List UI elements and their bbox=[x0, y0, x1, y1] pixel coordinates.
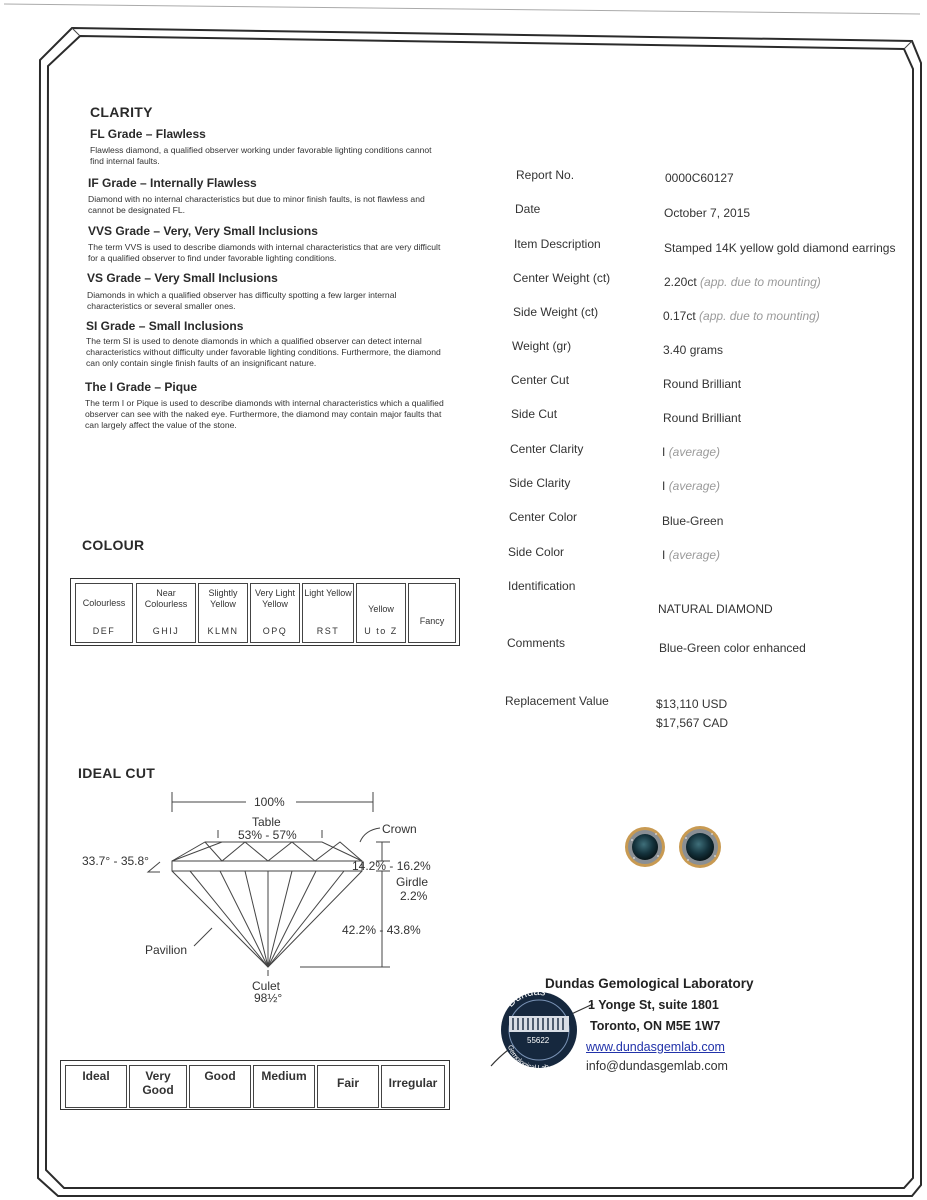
comments-value: Blue-Green color enhanced bbox=[659, 641, 806, 655]
report-label: Date bbox=[515, 202, 541, 216]
report-value: October 7, 2015 bbox=[664, 206, 751, 220]
report-label: Center Color bbox=[509, 510, 578, 524]
clarity-grade-heading: The I Grade – Pique bbox=[85, 380, 198, 394]
comments-label: Comments bbox=[507, 636, 566, 650]
lab-address-line1: 1 Yonge St, suite 1801 bbox=[588, 998, 719, 1012]
clarity-grade-desc: Diamonds in which a qualified observer has difficulty spotting a few larger internal characteristics or several smaller ones. bbox=[87, 290, 397, 311]
cut-scale-cell: Good bbox=[189, 1065, 251, 1108]
report-value: 0000C60127 bbox=[665, 171, 734, 185]
diamond-proportion-diagram bbox=[60, 780, 460, 1010]
diagram-label-crown: Crown bbox=[382, 822, 417, 836]
colour-cell bbox=[250, 583, 300, 643]
colour-cell bbox=[136, 583, 196, 643]
lab-address-line2: Toronto, ON M5E 1W7 bbox=[590, 1019, 721, 1033]
colour-cell-label: Yellow bbox=[368, 604, 394, 614]
colour-cell bbox=[408, 583, 456, 643]
clarity-grade-desc: The term I or Pique is used to describe diamonds with internal characteristics which a qualified observer can see with the naked eye. Furthermore, the diamond may contain major faults that can largely affect the value of the stone. bbox=[85, 398, 444, 430]
report-label: Side Weight (ct) bbox=[513, 305, 599, 319]
diagram-label-crown-height: 14.2% - 16.2% bbox=[352, 859, 431, 873]
colour-cell-grades: GHIJ bbox=[152, 626, 180, 636]
colour-cell-grades: OPQ bbox=[262, 626, 288, 636]
colour-cell-grades: DEF bbox=[92, 626, 116, 636]
colour-cell-label: Slightly Yellow bbox=[208, 588, 238, 609]
identification-value: NATURAL DIAMOND bbox=[658, 602, 773, 616]
report-label: Side Color bbox=[508, 545, 565, 559]
clarity-grade-heading: VVS Grade – Very, Very Small Inclusions bbox=[88, 224, 318, 238]
report-value: I (average) bbox=[662, 445, 721, 459]
lab-name: Dundas Gemological Laboratory bbox=[545, 976, 754, 991]
report-value: Round Brilliant bbox=[663, 411, 742, 425]
lab-seal-logo bbox=[485, 980, 595, 1080]
colour-cell-label: Fancy bbox=[419, 616, 445, 626]
diagram-label-pavilion: Pavilion bbox=[145, 943, 188, 957]
ideal-cut-title: IDEAL CUT bbox=[78, 765, 156, 781]
cut-scale-cell: Ideal bbox=[65, 1065, 127, 1108]
report-label: Side Clarity bbox=[509, 476, 571, 490]
report-label: Center Clarity bbox=[510, 442, 584, 456]
colour-cell-label: Near Colourless bbox=[144, 588, 188, 609]
cut-scale-cell: Irregular bbox=[381, 1065, 445, 1108]
report-value: 0.17ct (app. due to mounting) bbox=[663, 309, 820, 323]
clarity-grade-desc: The term SI is used to denote diamonds in which a qualified observer can detect internal characteristics without difficulty under favorable lighting conditions. Furthermore, the diamond can only contain single finish faults of an insignificant nature. bbox=[86, 336, 441, 368]
cut-scale-cell: Very Good bbox=[129, 1065, 187, 1108]
clarity-grade-desc: Flawless diamond, a qualified observer working under favorable lighting conditions cannot find internal faults. bbox=[90, 145, 432, 166]
colour-scale-table bbox=[70, 578, 460, 646]
report-value: Stamped 14K yellow gold diamond earrings bbox=[664, 241, 896, 255]
colour-cell-grades: RST bbox=[316, 626, 340, 636]
colour-cell-grades: U to Z bbox=[364, 626, 398, 636]
colour-cell bbox=[302, 583, 354, 643]
report-label: Side Cut bbox=[511, 407, 558, 421]
diagram-label-girdle-pct: 2.2% bbox=[400, 889, 428, 903]
lab-website-link[interactable]: www.dundasgemlab.com bbox=[586, 1040, 725, 1054]
diagram-label-culet-angle: 98½° bbox=[254, 991, 283, 1005]
seal-number: 55622 bbox=[527, 1036, 550, 1045]
lab-email: info@dundasgemlab.com bbox=[586, 1059, 728, 1073]
report-value: 3.40 grams bbox=[663, 343, 724, 357]
cut-scale-table bbox=[60, 1060, 450, 1110]
clarity-grade-heading: VS Grade – Very Small Inclusions bbox=[87, 271, 278, 285]
seal-text-bottom: Gemological Lab bbox=[506, 1044, 550, 1073]
report-value: 2.20ct (app. due to mounting) bbox=[664, 275, 821, 289]
colour-cell-label: Colourless bbox=[82, 598, 126, 608]
cut-scale-cell: Fair bbox=[317, 1065, 379, 1108]
diagram-label-total: 100% bbox=[254, 795, 285, 809]
colour-title: COLOUR bbox=[82, 537, 145, 553]
diagram-label-table-range: 53% - 57% bbox=[238, 828, 297, 842]
diagram-label-crown-angle: 33.7° - 35.8° bbox=[82, 854, 149, 868]
clarity-grade-desc: The term VVS is used to describe diamonds with internal characteristics that are very difficult for a qualified observer to find under favorable lighting conditions. bbox=[88, 242, 441, 263]
report-label: Center Cut bbox=[511, 373, 570, 387]
report-value: I (average) bbox=[662, 479, 721, 493]
identification-label: Identification bbox=[508, 579, 576, 593]
colour-cell-label: Light Yellow bbox=[304, 588, 352, 598]
colour-cell bbox=[356, 583, 406, 643]
clarity-title: CLARITY bbox=[90, 104, 153, 120]
report-label: Item Description bbox=[514, 237, 601, 251]
clarity-grade-desc: Diamond with no internal characteristics but due to minor finish faults, is not flawless and cannot be designated FL. bbox=[88, 194, 425, 215]
clarity-grade-heading: IF Grade – Internally Flawless bbox=[88, 176, 257, 190]
diagram-label-table: Table bbox=[252, 815, 281, 829]
report-value: Blue-Green bbox=[662, 514, 724, 528]
report-label: Center Weight (ct) bbox=[513, 271, 611, 285]
colour-cell-grades: KLMN bbox=[207, 626, 239, 636]
earrings-photo bbox=[612, 818, 732, 878]
clarity-grade-heading: SI Grade – Small Inclusions bbox=[86, 319, 244, 333]
colour-cell-label: Very Light Yellow bbox=[254, 588, 296, 609]
replacement-usd: $13,110 USD bbox=[656, 697, 728, 711]
diagram-label-pavilion-depth: 42.2% - 43.8% bbox=[342, 923, 421, 937]
seal-text-top: Dundas bbox=[504, 985, 547, 1010]
replacement-cad: $17,567 CAD bbox=[656, 716, 729, 730]
diagram-label-girdle: Girdle bbox=[396, 875, 429, 889]
diagram-label-culet: Culet bbox=[252, 979, 281, 993]
report-value: I (average) bbox=[662, 548, 721, 562]
colour-cell bbox=[75, 583, 133, 643]
report-label: Report No. bbox=[516, 168, 575, 182]
colour-cell bbox=[198, 583, 248, 643]
report-value: Round Brilliant bbox=[663, 377, 742, 391]
replacement-label: Replacement Value bbox=[505, 694, 609, 708]
clarity-grade-heading: FL Grade – Flawless bbox=[90, 127, 206, 141]
report-label: Weight (gr) bbox=[512, 339, 572, 353]
cut-scale-cell: Medium bbox=[253, 1065, 315, 1108]
